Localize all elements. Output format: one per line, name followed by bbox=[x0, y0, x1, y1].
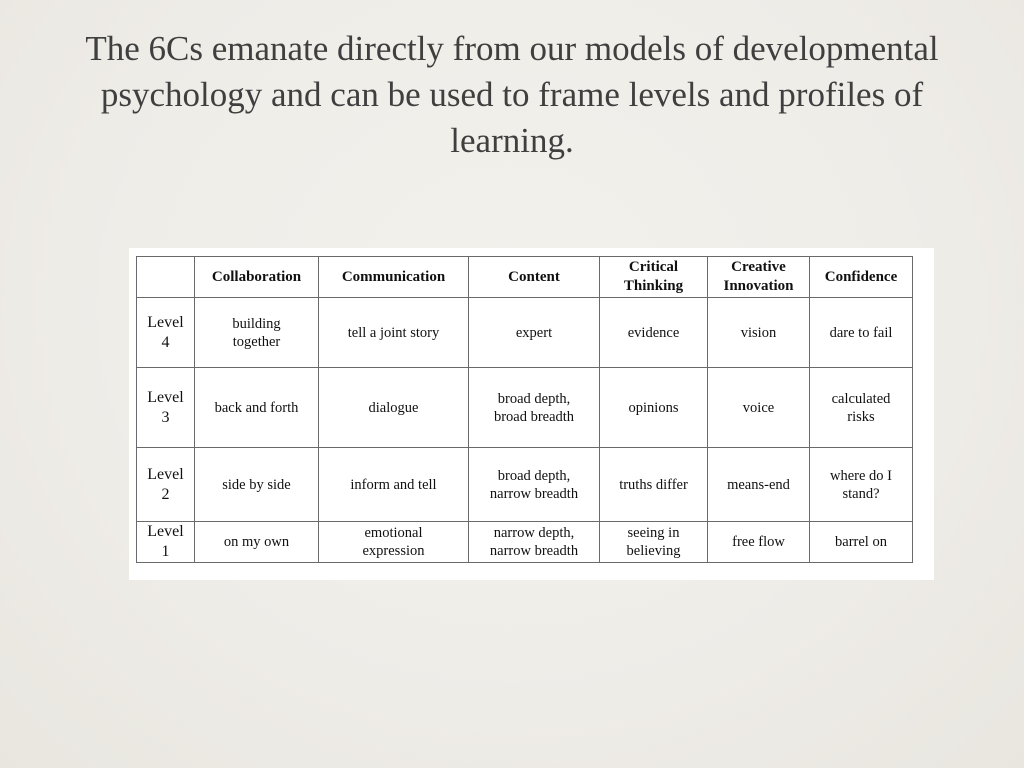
table-row bbox=[137, 522, 913, 563]
table-row bbox=[137, 298, 913, 368]
table-cell: broad depth, narrow breadth bbox=[469, 448, 600, 522]
table-image-panel bbox=[129, 248, 934, 580]
six-cs-table bbox=[136, 256, 913, 563]
table-cell: side by side bbox=[195, 448, 319, 522]
header-critical-thinking: Critical Thinking bbox=[600, 257, 708, 298]
corner-cell bbox=[137, 257, 195, 298]
slide-title: The 6Cs emanate directly from our models of developmental psychology and can be used to frame levels and profiles of learning. bbox=[85, 29, 939, 160]
table-cell: dialogue bbox=[319, 368, 469, 448]
header-communication: Communication bbox=[319, 257, 469, 298]
table-cell: means-end bbox=[708, 448, 810, 522]
table-cell: building together bbox=[195, 298, 319, 368]
table-cell: truths differ bbox=[600, 448, 708, 522]
level-cell: Level 2 bbox=[137, 448, 195, 522]
level-cell: Level 4 bbox=[137, 298, 195, 368]
table-cell: expert bbox=[469, 298, 600, 368]
header-collaboration: Collaboration bbox=[195, 257, 319, 298]
table-cell: calculated risks bbox=[810, 368, 913, 448]
table-cell: free flow bbox=[708, 522, 810, 563]
table-row bbox=[137, 368, 913, 448]
level-cell: Level 1 bbox=[137, 522, 195, 563]
table-cell: back and forth bbox=[195, 368, 319, 448]
header-row bbox=[137, 257, 913, 298]
table-cell: tell a joint story bbox=[319, 298, 469, 368]
table-cell: narrow depth, narrow breadth bbox=[469, 522, 600, 563]
table-cell: dare to fail bbox=[810, 298, 913, 368]
table-cell: barrel on bbox=[810, 522, 913, 563]
level-cell: Level 3 bbox=[137, 368, 195, 448]
table-cell: emotional expression bbox=[319, 522, 469, 563]
table-cell: vision bbox=[708, 298, 810, 368]
table-cell: opinions bbox=[600, 368, 708, 448]
header-content: Content bbox=[469, 257, 600, 298]
table-cell: on my own bbox=[195, 522, 319, 563]
table-cell: voice bbox=[708, 368, 810, 448]
table-cell: inform and tell bbox=[319, 448, 469, 522]
table-cell: broad depth, broad breadth bbox=[469, 368, 600, 448]
header-confidence: Confidence bbox=[810, 257, 913, 298]
table-cell: seeing in believing bbox=[600, 522, 708, 563]
header-creative-innovation: Creative Innovation bbox=[708, 257, 810, 298]
table-row bbox=[137, 448, 913, 522]
table-cell: where do I stand? bbox=[810, 448, 913, 522]
table-cell: evidence bbox=[600, 298, 708, 368]
